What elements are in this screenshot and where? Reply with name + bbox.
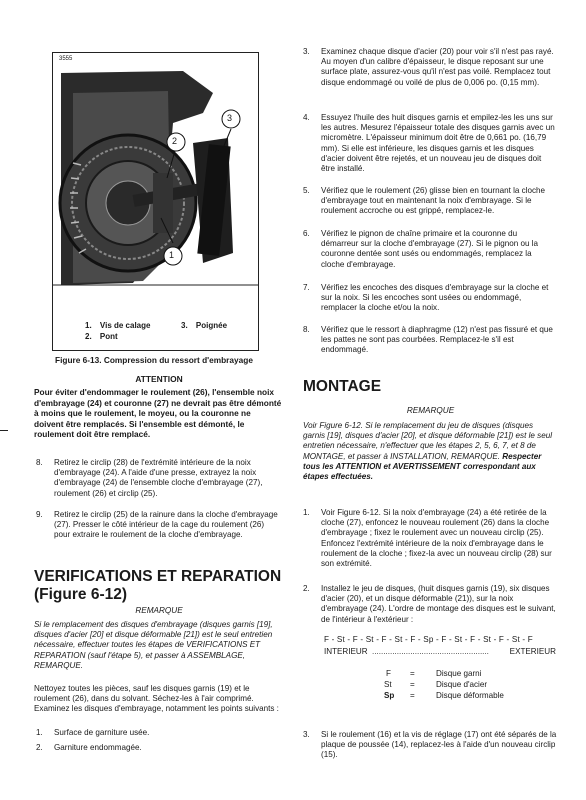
montage-remark-bold: Respecter tous les ATTENTION et AVERTISSEMENT correspondant aux étapes effectuées. <box>303 451 542 482</box>
verif-remark-heading: REMARQUE <box>135 606 183 615</box>
verif-remark-text: Si le remplacement des disques d'embrayage (disques garnis [19], disques d'acier [20] et disque déformable [21]) est le seul entretien nécessaire, effectuer toutes les étapes de VERIFICATIONS ET REPARATION (sauf l'étape 5), et passer à ASSEMBLAGE, REMARQUE. <box>34 620 273 670</box>
step-text: Vérifiez que le roulement (26) glisse bien en tournant la cloche d'embrayage tout en maintenant la noix d'embrayage. Si le roulement accroche ou est grippé, remplacez-le. <box>321 186 546 216</box>
step-text: Vérifiez le pignon de chaîne primaire et la couronne du démarreur sur la cloche d'embrayage (27). Si le pignon ou la couronne dentée sont usés ou endommagés, remplacez la cloche d'embrayage. <box>321 229 539 269</box>
step-number: 7. <box>303 283 310 292</box>
dot-leader: .................................................... <box>372 647 489 656</box>
step-number: 8. <box>36 458 43 467</box>
step-text: Installez le jeu de disques, (huit disques garnis (19), six disques d'acier (20), et un disque déformable (21)), sur la noix d'embrayage (24). L'ordre de montage des disques est le suivant, de l'intérieur à l'extérieur : <box>321 584 556 624</box>
legend-item-1 <box>85 321 150 330</box>
step-number: 6. <box>303 229 310 238</box>
legend-label: Pont <box>99 332 118 341</box>
legend-row <box>380 668 540 679</box>
verif-intro: Nettoyez toutes les pièces, sauf les disques garnis (19) et le roulement (26), dans du solvant. Séchez-les à l'air comprimé. Examinez les disques d'embrayage, notamment les points suivants : <box>34 684 279 714</box>
step-number: 2. <box>303 584 310 593</box>
verif-heading-line1: VERIFICATIONS ET REPARATION <box>34 568 282 585</box>
legend-code: St <box>384 680 392 689</box>
legend-code: Sp <box>384 691 395 700</box>
montage-remark-text: Voir Figure 6-12. Si le remplacement du jeu de disques (disques garnis [19], disques d'acier [20], et disque déformable [21]) est le seul entretien nécessaire, n'effectuer que les étapes 2, 5, 6, 7, et 8 de MONTAGE, et passer à INSTALLATION, REMARQUE. <box>303 421 552 461</box>
point-text: Garniture endommagée. <box>54 743 142 752</box>
step-text: Voir Figure 6-12. Si la noix d'embrayage (24) a été retirée de la cloche (27), enfoncez le nouveau roulement (26) dans la cloche d'embrayage ; fixez le roulement avec un nouveau circlip (25). Enfoncez l'extrémité intérieure de la noix d'embrayage dans le roulement de la cloche ; fixez-la avec un nouveau circlip (28) sur son extrémité. <box>321 508 552 569</box>
legend-num: 3. <box>181 321 188 330</box>
legend-eq: = <box>410 669 415 678</box>
step-number: 3. <box>303 730 310 739</box>
margin-mark <box>0 430 8 431</box>
legend-num: 2. <box>85 332 92 341</box>
legend-item-3 <box>181 321 227 330</box>
legend-eq: = <box>410 691 415 700</box>
step-number: 1. <box>303 508 310 517</box>
montage-remark <box>303 421 557 482</box>
legend-desc: Disque d'acier <box>436 680 488 689</box>
point-number: 2. <box>36 743 43 752</box>
figure-6-13 <box>52 52 259 351</box>
callout-1-label: 1 <box>169 250 175 260</box>
step-text: Essuyez l'huile des huit disques garnis et empilez-les les uns sur les autres. Mesurez l'épaisseur totale des disques garnis avec un micromètre. L'épaisseur minimum doit être de 0,661 po. (16,79 mm). Si elle est inférieure, les disques garnis et les disques d'acier doivent être rejetés, et un nouveau jeu de disques doit être installé. <box>321 113 555 174</box>
figure-tag: 3555 <box>59 56 73 62</box>
verif-heading-line2: (Figure 6-12) <box>34 586 128 603</box>
step-number: 8. <box>303 325 310 334</box>
legend-eq: = <box>410 680 415 689</box>
step-number: 9. <box>36 510 43 519</box>
montage-heading: MONTAGE <box>303 378 382 395</box>
step-text: Si le roulement (16) et la vis de réglage (17) ont été séparés de la plaque de poussée (14), replacez-les à l'aide d'un nouveau circlip (15). <box>321 730 557 760</box>
interior-label: INTERIEUR <box>324 647 368 656</box>
clutch-compression-illustration <box>53 53 258 350</box>
legend-label: Poignée <box>195 321 228 330</box>
point-number: 1. <box>36 728 43 737</box>
attention-text: Pour éviter d'endommager le roulement (26), l'ensemble noix d'embrayage (24) et couronne (27) ne devrait pas être démonté à moins que le roulement, le moyeu, ou la couronne ne doivent être remplacés. Si l'ensemble est démonté, le roulement doit être remplacé. <box>34 387 282 439</box>
exterior-label: EXTERIEUR <box>509 647 556 656</box>
sequence-direction <box>324 647 556 656</box>
attention-heading: ATTENTION <box>135 374 183 384</box>
legend-row <box>380 679 540 690</box>
legend-code: F <box>386 669 391 678</box>
step-text: Examinez chaque disque d'acier (20) pour voir s'il n'est pas rayé. Au moyen d'un calibre d'épaisseur, le disque reposant sur une surface plate, assurez-vous qu'il n'est pas voilé. Remplacez tout disque endommagé ou voilé de plus de 0,006 po. (0,15 mm). <box>321 47 554 87</box>
callout-2-label: 2 <box>172 136 178 146</box>
legend-item-2 <box>85 332 118 341</box>
point-text: Surface de garniture usée. <box>54 728 150 737</box>
step-text: Vérifiez les encoches des disques d'embrayage sur la cloche et sur la noix. Si les encoches sont usées ou endommagé, remplacer la cloche et/ou la noix. <box>321 283 549 313</box>
legend-desc: Disque garni <box>436 669 482 678</box>
disc-legend <box>380 668 540 701</box>
step-number: 4. <box>303 113 310 122</box>
legend-row <box>380 690 540 701</box>
step-text: Retirez le circlip (28) de l'extrémité intérieure de la noix d'embrayage (24). A l'aide d'une presse, extrayez la noix d'embrayage (24) de l'ensemble cloche d'embrayage (27), roulement (26) et circlip (25). <box>54 458 263 498</box>
step-text: Vérifiez que le ressort à diaphragme (12) n'est pas fissuré et que les pattes ne sont pas courbées. Remplacez-le s'il est endommagé. <box>321 325 553 355</box>
step-number: 3. <box>303 47 310 56</box>
disc-sequence: F - St - F - St - F - St - F - Sp - F - St - F - St - F - St - F <box>324 635 533 644</box>
figure-caption: Figure 6-13. Compression du ressort d'embrayage <box>55 355 253 365</box>
montage-remark-heading: REMARQUE <box>406 406 455 415</box>
legend-desc: Disque déformable <box>436 691 504 700</box>
step-number: 5. <box>303 186 310 195</box>
legend-label: Vis de calage <box>99 321 151 330</box>
legend-num: 1. <box>85 321 92 330</box>
callout-3-label: 3 <box>227 113 233 123</box>
step-text: Retirez le circlip (25) de la rainure dans la cloche d'embrayage (27). Presser le côté intérieur de la cage du roulement (26) pour extraire le roulement de la cloche d'embrayage. <box>54 510 278 540</box>
